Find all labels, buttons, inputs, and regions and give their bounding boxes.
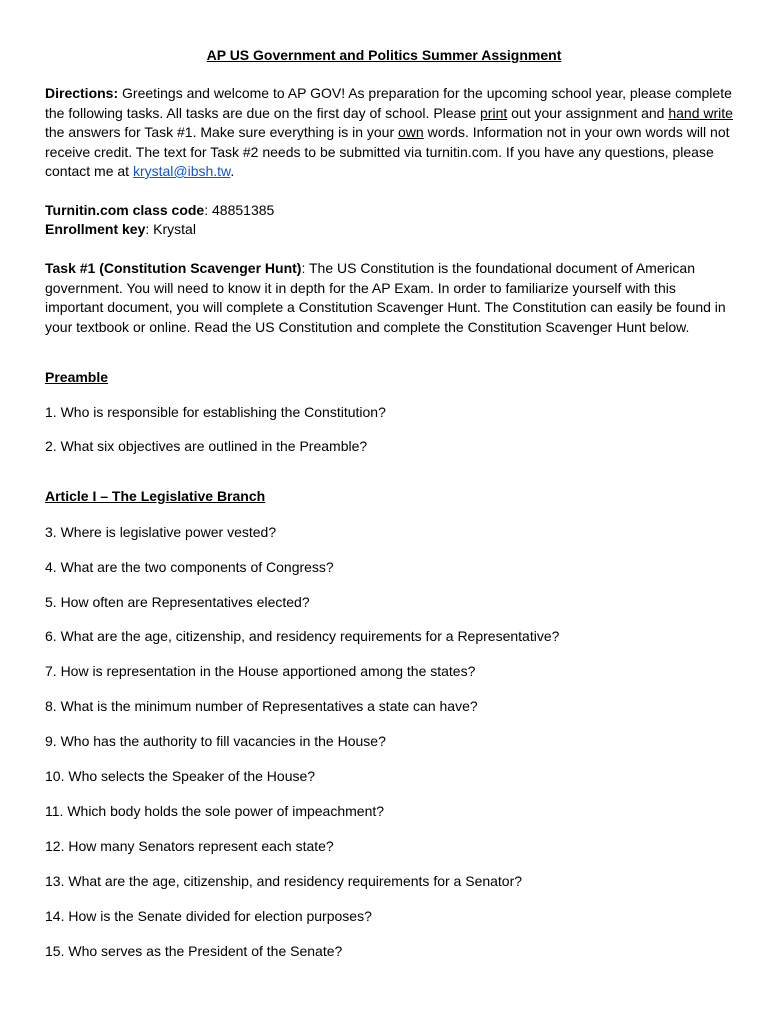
task1-paragraph xyxy=(45,259,735,337)
question-item: 12. How many Senators represent each state? xyxy=(45,838,334,854)
question-item: 3. Where is legislative power vested? xyxy=(45,524,277,540)
question-item: 8. What is the minimum number of Representatives a state can have? xyxy=(45,698,478,714)
question-item: 11. Which body holds the sole power of impeachment? xyxy=(45,803,385,819)
directions-text-4: words. Information not in your own words will not receive credit. The text for Task #2 needs to be submitted via turnitin.com. If you have any questions, please contact me at xyxy=(45,124,730,179)
section-heading-preamble: Preamble xyxy=(45,369,109,385)
question-item: 5. How often are Representatives elected? xyxy=(45,594,310,610)
enrollment-key-label: Enrollment key xyxy=(45,221,146,237)
directions-text-5: . xyxy=(230,163,235,179)
question-item: 6. What are the age, citizenship, and residency requirements for a Representative? xyxy=(45,628,560,644)
question-item: 9. Who has the authority to fill vacancies in the House? xyxy=(45,733,386,749)
question-item: 13. What are the age, citizenship, and residency requirements for a Senator? xyxy=(45,873,523,889)
directions-text-2: out your assignment and xyxy=(507,104,669,121)
directions-paragraph xyxy=(45,84,735,182)
question-item: 2. What six objectives are outlined in the Preamble? xyxy=(45,438,368,454)
page-title: AP US Government and Politics Summer Assignment xyxy=(206,47,562,63)
directions-label: Directions: xyxy=(45,85,119,101)
question-item: 10. Who selects the Speaker of the House? xyxy=(45,768,316,784)
directions-underline-own: own xyxy=(398,124,424,140)
question-item: 4. What are the two components of Congress? xyxy=(45,559,334,575)
enrollment-key-value: : Krystal xyxy=(145,221,196,237)
enrollment-key-line xyxy=(45,220,735,240)
task1-label: Task #1 (Constitution Scavenger Hunt) xyxy=(45,260,302,276)
turnitin-code-value: : 48851385 xyxy=(204,202,275,218)
directions-text-1: Greetings and welcome to AP GOV! As preparation for the upcoming school year, please complete the following tasks. All tasks are due on the first day of school. Please xyxy=(45,85,732,121)
email-link[interactable]: krystal@ibsh.tw xyxy=(132,163,231,179)
section-heading-article1: Article I – The Legislative Branch xyxy=(45,488,266,504)
question-item: 15. Who serves as the President of the Senate? xyxy=(45,943,343,959)
directions-text-3: the answers for Task #1. Make sure everything is in your xyxy=(45,124,399,140)
turnitin-code-line xyxy=(45,201,735,221)
directions-underline-hand-write: hand write xyxy=(668,104,733,121)
directions-underline-print: print xyxy=(480,104,508,121)
turnitin-code-label: Turnitin.com class code xyxy=(45,202,205,218)
question-item: 1. Who is responsible for establishing the Constitution? xyxy=(45,404,386,420)
task1-text: : The US Constitution is the foundational document of American government. You will need to know it in depth for the AP Exam. In order to familiarize yourself with this important document, you will complete a Constitution Scavenger Hunt. The Constitution can easily be found in your textbook or online. Read the US Constitution and complete the Constitution Scavenger Hunt below. xyxy=(45,260,726,335)
question-item: 7. How is representation in the House apportioned among the states? xyxy=(45,663,476,679)
question-item: 14. How is the Senate divided for election purposes? xyxy=(45,908,372,924)
